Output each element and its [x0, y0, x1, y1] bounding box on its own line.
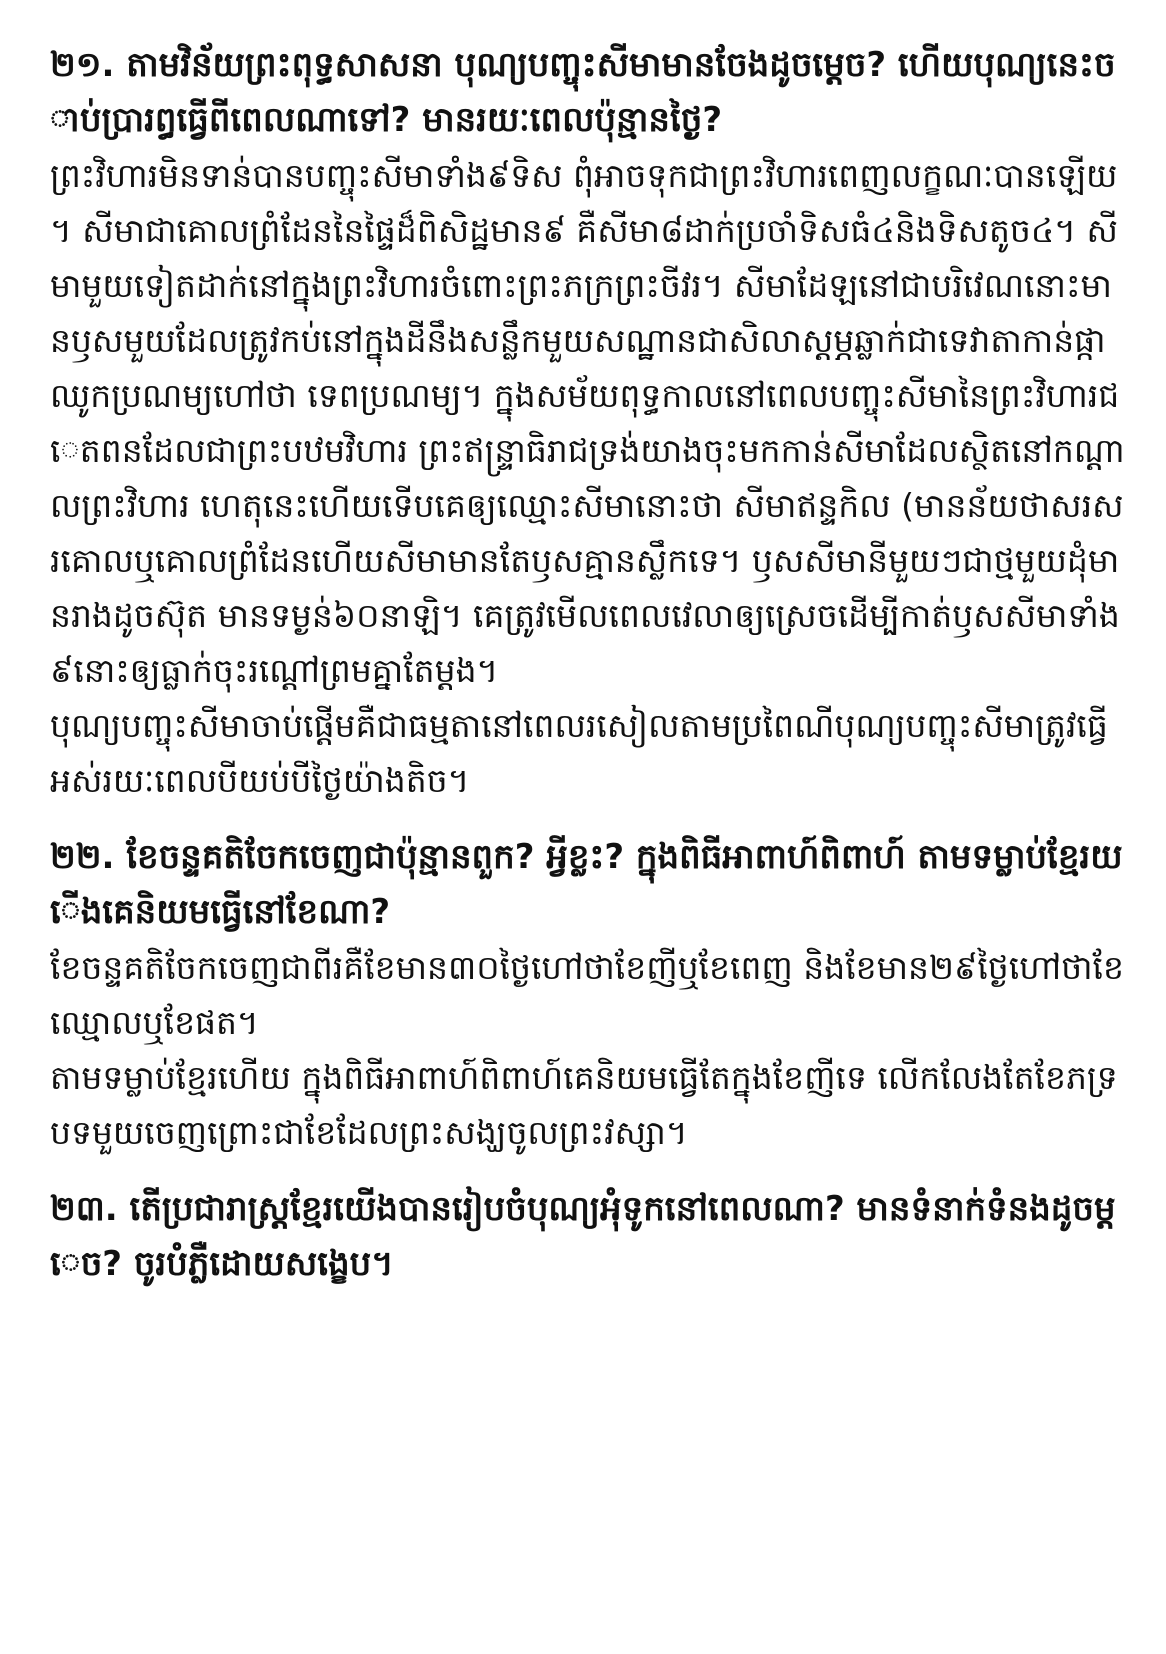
question-21: ២១. តាមវិន័យព្រះពុទ្ធសាសនា បុណ្យបញ្ចុះសីមាមានចែងដូចម្តេច? ហើយបុណ្យនេះចាប់ប្រារព្ធធ្វើពីពេលណាទៅ? មានរយៈពេលប៉ុន្មានថ្ងៃ? — [50, 45, 1116, 140]
answer-21-paragraph-1: ព្រះវិហារមិនទាន់បានបញ្ចុះសីមាទាំង៩ទិស ពុំអាចទុកជាព្រះវិហារពេញលក្ខណៈបានឡើយ។ សីមាជាគោលព្រំដែននៃផ្ទៃដ៏ពិសិដ្ឋមាន៩ គឺសីមា៨ដាក់ប្រចាំទិសធំ៤និងទិសតូច៤។ សីមាមួយទៀតដាក់នៅក្នុងព្រះវិហារចំពោះព្រះភក្រព្រះចីវរ។ សីមាដែឡនៅជាបរិវេណនោះមានឫសមួយដែលត្រូវកប់នៅក្នុងដីនឹងសន្លឹកមួយសណ្ឋានជាសិលាស្តម្ភឆ្លាក់ជាទេវាតាកាន់ផ្កាឈូកប្រណម្យហៅថា ទេពប្រណម្យ។ ក្នុងសម័យពុទ្ធកាលនៅពេលបញ្ចុះសីមានៃព្រះវិហារជេតពនដែលជាព្រះបឋមវិហារ ព្រះឥន្ទ្រាធិរាជទ្រង់យាងចុះមកកាន់សីមាដែលស្ថិតនៅកណ្តាលព្រះវិហារ ហេតុនេះហើយទើបគេឲ្យឈ្មោះសីមានោះថា សីមាឥន្ទកិល (មានន័យថាសរសរគោលឬគោលព្រំដែនហើយសីមាមានតែឫសគ្មានស្លឹកទេ។ ឫសសីមានីមួយៗជាថ្មមួយដុំមានរាងដូចស៊ុត មានទម្ងន់៦០នាឡិ។ គេត្រូវមើលពេលវេលាឲ្យស្រេចដើម្បីកាត់ឫសសីមាទាំង៩នោះឲ្យធ្លាក់ចុះរណ្តៅព្រមគ្នាតែម្តង។ — [50, 156, 1125, 690]
question-23: ២៣. តើប្រជារាស្ត្រខ្មែរយើងបានរៀបចំបុណ្យអុំទូកនៅពេលណា? មានទំនាក់ទំនងដូចម្តេច? ចូរបំភ្លឺដោយសង្ខេប។ — [50, 1189, 1116, 1284]
question-22: ២២. ខែចន្ទគតិចែកចេញជាប៉ុន្មានពួក? អ្វីខ្លះ? ក្នុងពិធីអាពាហ៍ពិពាហ៍ តាមទម្លាប់ខ្មែរយើងគេនិយមធ្វើនៅខែណា? — [50, 837, 1123, 932]
answer-22-paragraph-1: ខែចន្ទគតិចែកចេញជាពីរគឺខែមាន៣០ថ្ងៃហៅថាខែញីឬខែពេញ និងខែមាន២៩ថ្ងៃហៅថាខែឈ្មោលឬខែផត។ — [50, 948, 1124, 1042]
answer-21-paragraph-2: បុណ្យបញ្ចុះសីមាចាប់ផ្តើមគឺជាធម្មតានៅពេលរសៀលតាមប្រពៃណីបុណ្យបញ្ចុះសីមាត្រូវធ្វើអស់រយៈពេលបីយប់បីថ្ងៃយ៉ាងតិច។ — [50, 706, 1108, 800]
qa-section-21 — [50, 38, 1126, 808]
answer-22-paragraph-2: តាមទម្លាប់ខ្មែរហើយ ក្នុងពិធីអាពាហ៍ពិពាហ៍គេនិយមធ្វើតែក្នុងខែញីទេ លើកលែងតែខែភទ្របទមួយចេញព្រោះជាខែដែលព្រះសង្ឃចូលព្រះវស្សា។ — [50, 1058, 1118, 1152]
qa-section-23 — [50, 1182, 1126, 1292]
qa-section-22 — [50, 830, 1126, 1160]
